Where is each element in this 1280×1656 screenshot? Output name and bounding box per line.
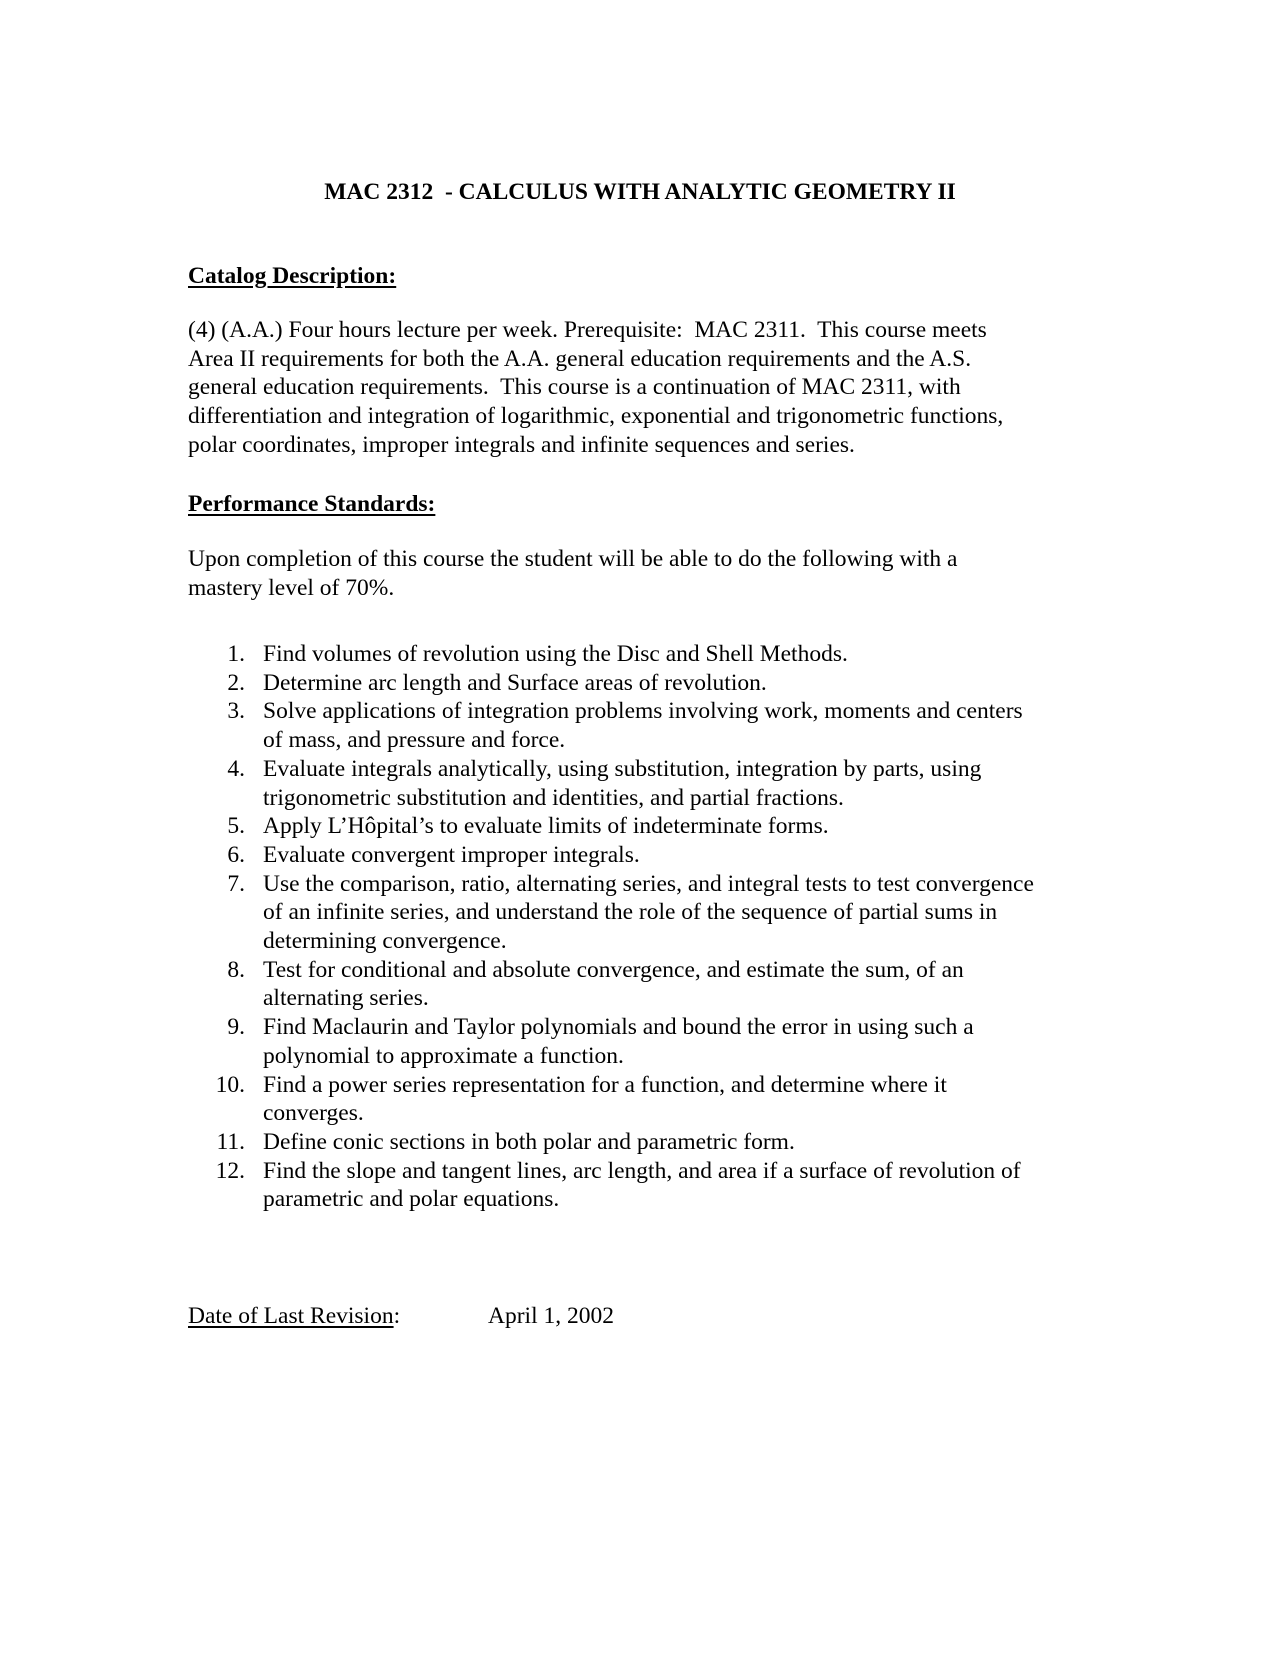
list-item	[188, 812, 1108, 841]
list-item-text: Find a power series representation for a function, and determine where it	[263, 1071, 947, 1098]
list-item-text: of mass, and pressure and force.	[263, 727, 566, 754]
list-item	[188, 1128, 1108, 1157]
list-item-text: Use the comparison, ratio, alternating series, and integral tests to test convergence	[263, 870, 1034, 897]
paragraph-line: polar coordinates, improper integrals and infinite sequences and series.	[188, 431, 855, 458]
list-item	[188, 956, 1108, 1013]
list-item-text: polynomial to approximate a function.	[263, 1042, 624, 1069]
list-item-text: determining convergence.	[263, 928, 507, 955]
list-item-text: alternating series.	[263, 985, 429, 1012]
performance-intro-paragraph	[188, 545, 1088, 602]
list-item-number: 5.	[227, 813, 245, 840]
list-item-text: Apply L’Hôpital’s to evaluate limits of indeterminate forms.	[263, 813, 829, 840]
list-item-number: 10.	[215, 1071, 245, 1098]
list-item-text: trigonometric substitution and identities, and partial fractions.	[263, 784, 844, 811]
paragraph-line: mastery level of 70%.	[188, 574, 395, 601]
list-item	[188, 1071, 1108, 1128]
list-item-text: Test for conditional and absolute convergence, and estimate the sum, of an	[263, 956, 964, 983]
list-item-number: 12.	[215, 1157, 245, 1184]
revision-date: April 1, 2002	[488, 1303, 614, 1329]
list-item-text: Solve applications of integration problems involving work, moments and centers	[263, 698, 1023, 725]
catalog-description-paragraph	[188, 316, 1088, 460]
list-item-text: converges.	[263, 1100, 364, 1127]
paragraph-line: general education requirements. This course is a continuation of MAC 2311, with	[188, 374, 961, 401]
list-item-number: 1.	[227, 641, 245, 667]
list-item-text: Find volumes of revolution using the Disc and Shell Methods.	[263, 641, 848, 667]
list-item-number: 11.	[216, 1128, 245, 1155]
list-item-text: Define conic sections in both polar and parametric form.	[263, 1128, 795, 1155]
list-item-number: 3.	[227, 698, 245, 725]
revision-label: Date of Last Revision	[188, 1303, 394, 1329]
list-item-number: 9.	[227, 1014, 245, 1041]
list-item-number: 2.	[227, 669, 245, 696]
list-item	[188, 697, 1108, 754]
list-item-text: Determine arc length and Surface areas of revolution.	[263, 669, 767, 696]
list-item-text: Find the slope and tangent lines, arc length, and area if a surface of revolution of	[263, 1157, 1021, 1184]
performance-standards-heading: Performance Standards:	[188, 491, 436, 517]
paragraph-line: Upon completion of this course the student will be able to do the following with a	[188, 546, 958, 572]
list-item-number: 4.	[227, 755, 245, 782]
paragraph-line: (4) (A.A.) Four hours lecture per week. Prerequisite: MAC 2311. This course meets	[188, 317, 987, 343]
paragraph-line: Area II requirements for both the A.A. general education requirements and the A.S.	[188, 345, 972, 372]
list-item	[188, 669, 1108, 698]
revision-colon: :	[393, 1303, 401, 1329]
list-item	[188, 841, 1108, 870]
list-item-text: Evaluate integrals analytically, using substitution, integration by parts, using	[263, 755, 982, 782]
catalog-description-heading: Catalog Description:	[188, 263, 397, 289]
list-item-number: 6.	[227, 841, 245, 868]
list-item	[188, 1157, 1108, 1214]
page-title: MAC 2312 - CALCULUS WITH ANALYTIC GEOMETRY II	[324, 179, 956, 205]
list-item-number: 7.	[227, 870, 245, 897]
paragraph-line: differentiation and integration of logarithmic, exponential and trigonometric functions,	[188, 403, 1004, 430]
list-item	[188, 755, 1108, 812]
list-item-text: Evaluate convergent improper integrals.	[263, 841, 640, 868]
list-item-text: of an infinite series, and understand the role of the sequence of partial sums in	[263, 899, 998, 926]
performance-standards-list	[188, 640, 1108, 1214]
list-item-number: 8.	[227, 956, 245, 983]
list-item-text: parametric and polar equations.	[263, 1186, 560, 1213]
list-item	[188, 640, 1108, 669]
list-item-text: Find Maclaurin and Taylor polynomials and bound the error in using such a	[263, 1014, 974, 1041]
last-revision	[188, 1302, 614, 1331]
list-item	[188, 870, 1108, 956]
list-item	[188, 1013, 1108, 1070]
